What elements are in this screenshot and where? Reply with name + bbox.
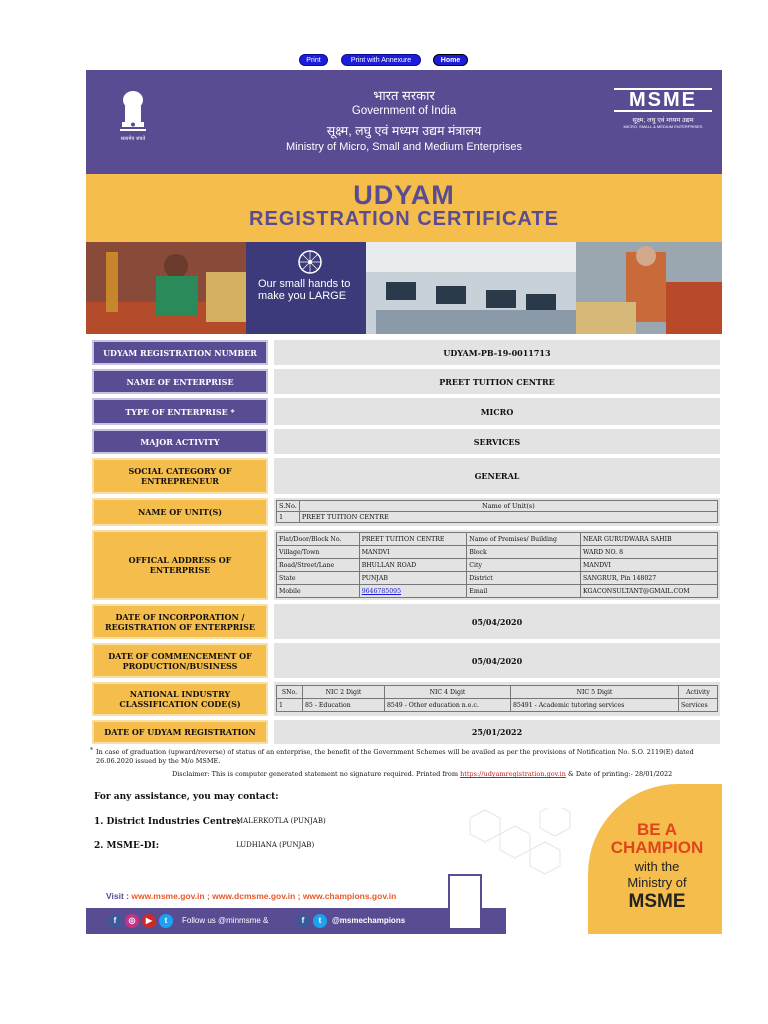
address-value: WARD NO. 8 [580, 546, 717, 559]
champ-line4: Ministry of [627, 875, 687, 890]
label-commencement-date: DATE OF COMMENCEMENT OF PRODUCTION/BUSINESS [92, 643, 268, 678]
banner-tagline-line1: Our small hands to [258, 278, 351, 290]
msme-logo-sub: MICRO, SMALL & MEDIUM ENTERPRISES [623, 124, 703, 129]
address-key: District [467, 572, 581, 585]
visit-line [106, 891, 396, 901]
header-band [86, 70, 722, 174]
nic-cell: 1 [277, 699, 303, 712]
row-unit-names [92, 498, 720, 526]
msme-logo-hindi: सूक्ष्म, लघु एवं मध्यम उद्यम [632, 117, 694, 124]
nic-head: NIC 2 Digit [303, 686, 385, 699]
units-table [276, 500, 718, 523]
value-commencement-date: 05/04/2020 [274, 643, 720, 678]
value-enterprise-name: PREET TUITION CENTRE [274, 369, 720, 394]
row-major-activity [92, 429, 720, 454]
unit-name: PREET TUITION CENTRE [299, 512, 717, 523]
nic-cell: Services [679, 699, 718, 712]
facebook-icon-2[interactable]: f [296, 914, 310, 928]
row-nic-codes [92, 682, 720, 716]
address-value: BHULLAN ROAD [359, 559, 467, 572]
msme-logo-text: MSME [614, 88, 712, 112]
table-row [277, 585, 718, 598]
disclaimer-text: Disclaimer: This is computer generated statement no signature required. Printed from [172, 770, 458, 778]
label-udyam-date: DATE OF UDYAM REGISTRATION [92, 720, 268, 744]
row-enterprise-type [92, 398, 720, 425]
gov-english: Government of India [351, 105, 457, 117]
assist-dic-label: 1. District Industries Centre: [94, 817, 241, 827]
champions-handle: @msmechampions [332, 916, 406, 925]
value-social-category: GENERAL [274, 458, 720, 494]
disclaimer [172, 770, 732, 779]
msme-logo [614, 88, 712, 129]
address-table-wrap [274, 530, 720, 600]
nic-table [276, 685, 718, 712]
banner-tagline [258, 278, 350, 302]
row-enterprise-name [92, 369, 720, 394]
chakra-icon [292, 248, 328, 276]
address-table [276, 532, 718, 598]
banner-photo-illustration [86, 242, 722, 334]
banner-image [86, 242, 722, 334]
label-major-activity: MAJOR ACTIVITY [92, 429, 268, 454]
champ-line5: MSME [628, 891, 686, 912]
row-commencement-date [92, 643, 720, 678]
footnote [90, 747, 722, 766]
address-value: MANDVI [359, 546, 467, 559]
unit-sno: 1 [277, 512, 300, 523]
emblem-caption: सत्यमेव जयते [120, 136, 146, 142]
label-unit-names: NAME OF UNIT(S) [92, 498, 268, 526]
assist-heading: For any assistance, you may contact: [94, 792, 279, 802]
table-row [277, 501, 718, 512]
disclaimer-print-date: & Date of printing:- 28/01/2022 [567, 770, 673, 778]
print-with-annexure-button[interactable]: Print with Annexure [341, 54, 421, 66]
value-incorporation-date: 05/04/2020 [274, 604, 720, 639]
ministry-english: Ministry of Micro, Small and Medium Enterprises [286, 141, 522, 153]
banner-tagline-line2: make you LARGE [258, 290, 347, 302]
address-key: State [277, 572, 360, 585]
row-official-address [92, 530, 720, 600]
row-social-category [92, 458, 720, 494]
twitter-icon-2[interactable]: t [313, 914, 327, 928]
table-row [277, 699, 718, 712]
mobile-link[interactable]: 9646785095 [361, 587, 402, 595]
button-bar [0, 54, 768, 68]
address-value: PREET TUITION CENTRE [359, 533, 467, 546]
footnote-star: * [90, 747, 93, 754]
gov-hindi: भारत सरकार [373, 88, 435, 103]
label-enterprise-name: NAME OF ENTERPRISE [92, 369, 268, 394]
label-registration-number: UDYAM REGISTRATION NUMBER [92, 340, 268, 365]
label-incorporation-date: DATE OF INCORPORATION / REGISTRATION OF ENTERPRISE [92, 604, 268, 639]
row-incorporation-date [92, 604, 720, 639]
label-nic-codes: NATIONAL INDUSTRY CLASSIFICATION CODE(S) [92, 682, 268, 716]
qr-code-frame [448, 874, 482, 930]
follow-text: Follow us @minmsme & [182, 916, 269, 925]
table-row [277, 559, 718, 572]
value-registration-number: UDYAM-PB-19-0011713 [274, 340, 720, 365]
address-value [359, 585, 467, 598]
address-key: Flat/Door/Block No. [277, 533, 360, 546]
address-key: Road/Street/Lane [277, 559, 360, 572]
print-button[interactable]: Print [299, 54, 328, 66]
ministry-hindi: सूक्ष्म, लघु एवं मध्यम उद्यम मंत्रालय [326, 124, 482, 138]
address-value: PUNJAB [359, 572, 467, 585]
address-value: NEAR GURUDWARA SAHIB [580, 533, 717, 546]
twitter-icon[interactable]: t [159, 914, 173, 928]
disclaimer-link[interactable]: https://udyamregistration.gov.in [460, 770, 566, 778]
home-button[interactable]: Home [433, 54, 468, 66]
instagram-icon[interactable]: ◎ [125, 914, 139, 928]
table-row [277, 572, 718, 585]
youtube-icon[interactable]: ▶ [142, 914, 156, 928]
nic-head: NIC 5 Digit [511, 686, 679, 699]
table-row [277, 546, 718, 559]
visit-sites[interactable]: www.msme.gov.in ; www.dcmsme.gov.in ; www.champions.gov.in [131, 891, 397, 901]
assist-msmedi-value: LUDHIANA (PUNJAB) [236, 841, 315, 849]
row-udyam-date [92, 720, 720, 744]
assist-dic-value: MALERKOTLA (PUNJAB) [236, 817, 326, 825]
nic-cell: 85491 - Academic tutoring services [511, 699, 679, 712]
nic-table-wrap [274, 682, 720, 716]
visit-label: Visit : [106, 891, 129, 901]
row-registration-number [92, 340, 720, 365]
address-key: Name of Premises/ Building [467, 533, 581, 546]
title-udyam: UDYAM [353, 180, 455, 210]
value-udyam-date: 25/01/2022 [274, 720, 720, 744]
value-major-activity: SERVICES [274, 429, 720, 454]
table-row [277, 533, 718, 546]
champ-line3: with the [634, 859, 680, 874]
units-table-wrap [274, 498, 720, 526]
social-bar [86, 908, 506, 934]
table-row [277, 686, 718, 699]
table-row [277, 512, 718, 523]
address-key: City [467, 559, 581, 572]
label-social-category: SOCIAL CATEGORY OF ENTREPRENEUR [92, 458, 268, 494]
address-key: Village/Town [277, 546, 360, 559]
nic-head: NIC 4 Digit [385, 686, 511, 699]
units-head-sno: S.No. [277, 501, 300, 512]
nic-head: SNo. [277, 686, 303, 699]
champ-line2: CHAMPION [610, 838, 704, 857]
assist-msmedi-label: 2. MSME-DI: [94, 841, 160, 851]
footnote-text: In case of graduation (upward/reverse) of status of an enterprise, the benefit of the Government Schemes will be availed as per the provisions of Notification No. S.O. 2119(E) dated 26.06.2020 issued by the M/o MSME. [96, 748, 694, 765]
units-head-name: Name of Unit(s) [299, 501, 717, 512]
address-value: KGACONSULTANT@GMAIL.COM [580, 585, 717, 598]
address-key: Block [467, 546, 581, 559]
nic-head: Activity [679, 686, 718, 699]
value-enterprise-type: MICRO [274, 398, 720, 425]
label-official-address: OFFICAL ADDRESS OF ENTERPRISE [92, 530, 268, 600]
facebook-icon[interactable]: f [108, 914, 122, 928]
address-value: MANDVI [580, 559, 717, 572]
nic-cell: 85 - Education [303, 699, 385, 712]
label-enterprise-type: TYPE OF ENTERPRISE * [92, 398, 268, 425]
title-registration-certificate: REGISTRATION CERTIFICATE [249, 208, 559, 230]
address-key: Email [467, 585, 581, 598]
champ-line1: BE A [637, 820, 677, 839]
nic-cell: 8549 - Other education n.e.c. [385, 699, 511, 712]
address-key: Mobile [277, 585, 360, 598]
address-value: SANGRUR, Pin 148027 [580, 572, 717, 585]
